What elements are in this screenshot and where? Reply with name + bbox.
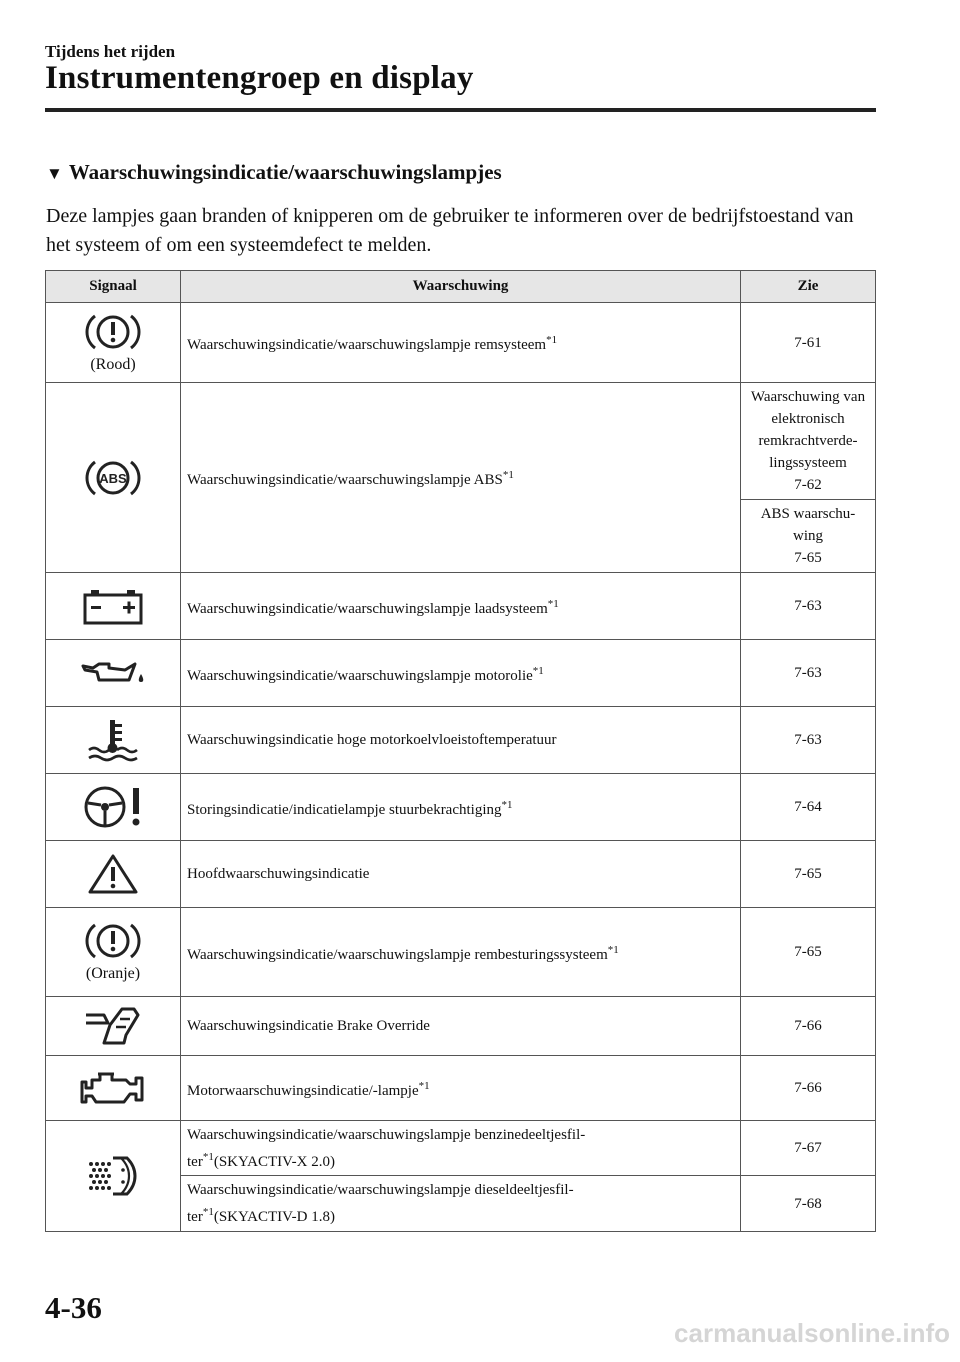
signal-cell (46, 383, 181, 573)
warning-cell: Waarschuwingsindicatie/waarschuwingslampje motorolie$^{*1}$ (181, 640, 741, 707)
reference-cell: 7-66 (741, 1056, 876, 1121)
table-row (46, 640, 876, 707)
warning-cell: Waarschuwingsindicatie/waarschuwingslampje dieseldeeltjesfil- ter$^{*1}$(SKYACTIV-D 1.8) (181, 1176, 741, 1232)
header-divider (45, 108, 876, 112)
reference-cell: ABS waarschu-wing 7-65 (741, 500, 876, 573)
table-row (46, 908, 876, 997)
reference-cell: 7-68 (741, 1176, 876, 1232)
signal-cell (46, 1121, 181, 1232)
warning-cell: Waarschuwingsindicatie/waarschuwingslampje rembesturingssysteem$^{*1}$ (181, 908, 741, 997)
warning-cell: Hoofdwaarschuwingsindicatie (181, 841, 741, 908)
brake-warning-icon (83, 312, 143, 352)
reference-cell: 7-63 (741, 640, 876, 707)
warning-cell: Motorwaarschuwingsindicatie/-lampje$^{*1}$ (181, 1056, 741, 1121)
signal-cell (46, 640, 181, 707)
table-header-row (46, 271, 876, 303)
steering-wheel-warning-icon (81, 784, 145, 830)
battery-icon (81, 587, 145, 625)
triangle-bullet-icon: ▼ (46, 164, 63, 183)
warning-cell: Storingsindicatie/indicatielampje stuurbekrachtiging$^{*1}$ (181, 774, 741, 841)
table-row (46, 383, 876, 500)
table-row (46, 774, 876, 841)
reference-cell: 7-65 (741, 841, 876, 908)
column-header-signal: Signaal (46, 271, 181, 303)
column-header-warning: Waarschuwing (181, 271, 741, 303)
signal-cell (46, 707, 181, 774)
signal-cell (46, 1056, 181, 1121)
warning-cell: Waarschuwingsindicatie hoge motorkoelvloeistoftemperatuur (181, 707, 741, 774)
brake-warning-icon (83, 921, 143, 961)
signal-caption: (Rood) (90, 355, 136, 373)
reference-cell: 7-64 (741, 774, 876, 841)
signal-cell (46, 997, 181, 1056)
page-title: Instrumentengroep en display (45, 60, 474, 96)
reference-cell: 7-65 (741, 908, 876, 997)
signal-cell (46, 774, 181, 841)
reference-cell: Waarschuwing van elektronisch remkrachtverde-lingssysteem 7-62 (741, 383, 876, 500)
table-row (46, 841, 876, 908)
section-heading (46, 160, 502, 185)
reference-cell: 7-63 (741, 707, 876, 774)
coolant-temperature-icon (83, 717, 143, 763)
oil-can-icon (79, 656, 147, 690)
signal-cell (46, 908, 181, 997)
table-row (46, 573, 876, 640)
reference-cell: 7-67 (741, 1121, 876, 1176)
page-number: 4-36 (45, 1290, 102, 1325)
table-row (46, 1056, 876, 1121)
signal-cell (46, 303, 181, 383)
signal-caption: (Oranje) (85, 965, 141, 982)
warning-cell: Waarschuwingsindicatie/waarschuwingslampje benzinedeeltjesfil- ter$^{*1}$(SKYACTIV-X 2.0) (181, 1121, 741, 1176)
signal-cell (46, 573, 181, 640)
reference-cell: 7-61 (741, 303, 876, 383)
table-row (46, 997, 876, 1056)
reference-cell: 7-63 (741, 573, 876, 640)
warning-lights-table (45, 270, 876, 1232)
brake-override-icon (82, 1005, 144, 1047)
abs-icon (83, 458, 143, 498)
engine-check-icon (80, 1068, 146, 1108)
table-row (46, 1121, 876, 1176)
signal-cell (46, 841, 181, 908)
master-warning-triangle-icon (86, 852, 140, 896)
reference-cell: 7-66 (741, 997, 876, 1056)
warning-cell: Waarschuwingsindicatie/waarschuwingslampje ABS$^{*1}$ (181, 383, 741, 573)
watermark: carmanualsonline.info (674, 1318, 950, 1348)
chapter-label: Tijdens het rijden (45, 42, 176, 61)
table-row (46, 707, 876, 774)
column-header-see: Zie (741, 271, 876, 303)
warning-cell: Waarschuwingsindicatie Brake Override (181, 997, 741, 1056)
intro-paragraph: Deze lampjes gaan branden of knipperen om de gebruiker te informeren over de bedrijfstoestand van het systeem of om een systeemdefect te melden. (46, 205, 854, 256)
particulate-filter-icon (85, 1152, 141, 1200)
warning-cell: Waarschuwingsindicatie/waarschuwingslampje laadsysteem$^{*1}$ (181, 573, 741, 640)
warning-cell: Waarschuwingsindicatie/waarschuwingslampje remsysteem$^{*1}$ (181, 303, 741, 383)
svg-text:ABS: ABS (99, 470, 127, 486)
table-row (46, 303, 876, 383)
section-title: Waarschuwingsindicatie/waarschuwingslampjes (68, 160, 502, 184)
